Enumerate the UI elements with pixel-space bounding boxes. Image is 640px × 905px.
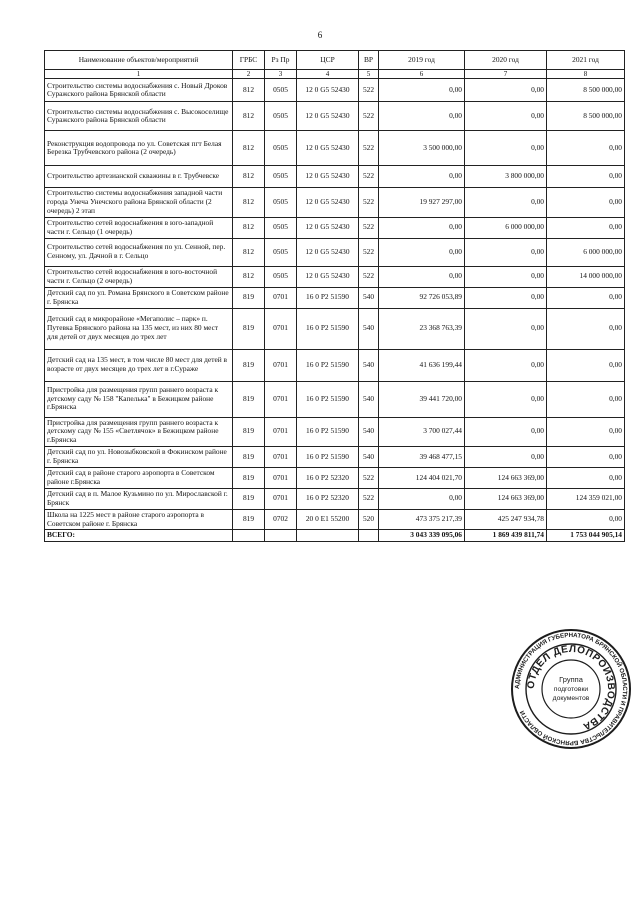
page-number: 6 bbox=[317, 30, 323, 40]
header-vr: ВР bbox=[359, 51, 379, 70]
row-2020: 425 247 934,78 bbox=[465, 509, 547, 530]
row-grbs: 812 bbox=[233, 131, 265, 166]
row-vr: 540 bbox=[359, 447, 379, 468]
row-grbs: 812 bbox=[233, 218, 265, 239]
row-rzpr: 0505 bbox=[265, 188, 297, 218]
row-name: Детский сад в микрорайоне «Мегаполис – парк» п. Путевка Брянского района на 135 мест, из них 80 мест для детей от двух месяцев до трех лет bbox=[45, 308, 233, 349]
row-name: Пристройка для размещения групп раннего возраста к детскому саду № 158 "Капелька" в Бежицком районе г.Брянска bbox=[45, 381, 233, 417]
table-row bbox=[45, 131, 625, 166]
row-2021: 0,00 bbox=[547, 287, 625, 308]
row-2020: 0,00 bbox=[465, 188, 547, 218]
row-grbs: 812 bbox=[233, 238, 265, 266]
row-2019: 41 636 199,44 bbox=[379, 349, 465, 381]
table-row bbox=[45, 102, 625, 131]
table-row bbox=[45, 509, 625, 530]
row-rzpr: 0505 bbox=[265, 218, 297, 239]
row-name: Детский сад по ул. Новозыбковской в Фокинском районе г. Брянска bbox=[45, 447, 233, 468]
row-2020: 3 800 000,00 bbox=[465, 166, 547, 188]
row-2021: 0,00 bbox=[547, 131, 625, 166]
row-2019: 0,00 bbox=[379, 488, 465, 509]
row-2019: 0,00 bbox=[379, 79, 465, 102]
department-stamp bbox=[510, 628, 632, 750]
table-row bbox=[45, 381, 625, 417]
row-csr: 12 0 G5 52430 bbox=[297, 266, 359, 287]
row-2019: 39 441 720,00 bbox=[379, 381, 465, 417]
total-empty-cell bbox=[359, 530, 379, 542]
row-2021: 124 359 021,00 bbox=[547, 488, 625, 509]
row-2021: 0,00 bbox=[547, 509, 625, 530]
stamp-inner-line3: документов bbox=[552, 695, 590, 702]
row-vr: 540 bbox=[359, 381, 379, 417]
row-csr: 16 0 P2 51590 bbox=[297, 287, 359, 308]
row-2021: 6 000 000,00 bbox=[547, 238, 625, 266]
row-2021: 8 500 000,00 bbox=[547, 102, 625, 131]
row-vr: 522 bbox=[359, 238, 379, 266]
row-2021: 0,00 bbox=[547, 166, 625, 188]
row-2020: 0,00 bbox=[465, 102, 547, 131]
row-name: Строительство сетей водоснабжения по ул. Сенной, пер. Сенному, ул. Дачной в г. Сельцо bbox=[45, 238, 233, 266]
row-2020: 0,00 bbox=[465, 308, 547, 349]
row-name: Строительство артезианской скважины в г. Трубчевске bbox=[45, 166, 233, 188]
row-vr: 522 bbox=[359, 218, 379, 239]
total-label: ВСЕГО: bbox=[45, 530, 233, 542]
row-vr: 540 bbox=[359, 417, 379, 447]
table-row bbox=[45, 417, 625, 447]
table-row bbox=[45, 447, 625, 468]
row-2019: 124 404 021,70 bbox=[379, 468, 465, 489]
table-row bbox=[45, 308, 625, 349]
row-grbs: 819 bbox=[233, 509, 265, 530]
row-csr: 16 0 P2 52320 bbox=[297, 488, 359, 509]
row-2019: 0,00 bbox=[379, 218, 465, 239]
header-grbs: ГРБС bbox=[233, 51, 265, 70]
row-csr: 16 0 P2 52320 bbox=[297, 468, 359, 489]
row-name: Строительство системы водоснабжения с. Высокоселище Суражского района Брянской области bbox=[45, 102, 233, 131]
row-vr: 522 bbox=[359, 79, 379, 102]
row-rzpr: 0505 bbox=[265, 131, 297, 166]
row-2021: 0,00 bbox=[547, 218, 625, 239]
row-2019: 3 700 027,44 bbox=[379, 417, 465, 447]
row-rzpr: 0702 bbox=[265, 509, 297, 530]
row-rzpr: 0701 bbox=[265, 488, 297, 509]
row-csr: 12 0 G5 52430 bbox=[297, 131, 359, 166]
row-2020: 6 000 000,00 bbox=[465, 218, 547, 239]
header-2020: 2020 год bbox=[465, 51, 547, 70]
table-row bbox=[45, 166, 625, 188]
row-rzpr: 0505 bbox=[265, 166, 297, 188]
row-name: Детский сад по ул. Романа Брянского в Советском районе г. Брянска bbox=[45, 287, 233, 308]
row-rzpr: 0701 bbox=[265, 287, 297, 308]
row-2020: 0,00 bbox=[465, 79, 547, 102]
budget-table bbox=[44, 50, 625, 542]
row-name: Школа на 1225 мест в районе старого аэропорта в Советском районе г. Брянска bbox=[45, 509, 233, 530]
row-name: Строительство системы водоснабжения западной части города Унеча Унечского района Брянской области (2 очередь) 2 этап bbox=[45, 188, 233, 218]
row-csr: 16 0 P2 51590 bbox=[297, 447, 359, 468]
row-name: Строительство системы водоснабжения с. Новый Дроков Суражского района Брянской области bbox=[45, 79, 233, 102]
row-csr: 16 0 P2 51590 bbox=[297, 349, 359, 381]
stamp-inner-line1: Группа bbox=[559, 675, 583, 684]
total-empty-cell bbox=[265, 530, 297, 542]
column-number-row bbox=[45, 70, 625, 79]
row-2019: 39 468 477,15 bbox=[379, 447, 465, 468]
row-2019: 0,00 bbox=[379, 166, 465, 188]
row-grbs: 819 bbox=[233, 468, 265, 489]
table-row bbox=[45, 266, 625, 287]
header-name: Наименование объектов/мероприятий bbox=[45, 51, 233, 70]
row-grbs: 819 bbox=[233, 287, 265, 308]
header-csr: ЦСР bbox=[297, 51, 359, 70]
row-vr: 522 bbox=[359, 131, 379, 166]
row-rzpr: 0505 bbox=[265, 238, 297, 266]
row-2019: 19 927 297,00 bbox=[379, 188, 465, 218]
row-rzpr: 0701 bbox=[265, 417, 297, 447]
row-2021: 0,00 bbox=[547, 188, 625, 218]
row-2019: 23 368 763,39 bbox=[379, 308, 465, 349]
row-rzpr: 0701 bbox=[265, 308, 297, 349]
row-grbs: 812 bbox=[233, 166, 265, 188]
row-2020: 0,00 bbox=[465, 349, 547, 381]
row-2021: 0,00 bbox=[547, 308, 625, 349]
column-number: 7 bbox=[465, 70, 547, 79]
row-2019: 0,00 bbox=[379, 266, 465, 287]
row-vr: 522 bbox=[359, 468, 379, 489]
row-vr: 522 bbox=[359, 102, 379, 131]
row-grbs: 812 bbox=[233, 266, 265, 287]
column-number: 5 bbox=[359, 70, 379, 79]
row-2020: 124 663 369,00 bbox=[465, 488, 547, 509]
row-vr: 522 bbox=[359, 488, 379, 509]
total-empty-cell bbox=[297, 530, 359, 542]
row-vr: 540 bbox=[359, 349, 379, 381]
row-2020: 0,00 bbox=[465, 447, 547, 468]
row-csr: 12 0 G5 52430 bbox=[297, 79, 359, 102]
row-rzpr: 0701 bbox=[265, 349, 297, 381]
row-csr: 12 0 G5 52430 bbox=[297, 188, 359, 218]
stamp-ring-text: ОТДЕЛ ДЕЛОПРОИЗВОДСТВА bbox=[525, 643, 617, 732]
row-csr: 16 0 P2 51590 bbox=[297, 381, 359, 417]
row-2019: 473 375 217,39 bbox=[379, 509, 465, 530]
table-row bbox=[45, 349, 625, 381]
row-csr: 12 0 G5 52430 bbox=[297, 238, 359, 266]
total-empty-cell bbox=[233, 530, 265, 542]
column-number: 2 bbox=[233, 70, 265, 79]
row-2021: 0,00 bbox=[547, 447, 625, 468]
row-name: Детский сад на 135 мест, в том числе 80 мест для детей в возрасте от двух месяцев до трех лет в г.Сураже bbox=[45, 349, 233, 381]
column-number: 6 bbox=[379, 70, 465, 79]
table-row bbox=[45, 238, 625, 266]
header-2021: 2021 год bbox=[547, 51, 625, 70]
row-name: Реконструкция водопровода по ул. Советская пгт Белая Березка Трубчевского района (2 очередь) bbox=[45, 131, 233, 166]
row-rzpr: 0701 bbox=[265, 468, 297, 489]
table-row bbox=[45, 188, 625, 218]
row-csr: 12 0 G5 52430 bbox=[297, 102, 359, 131]
table-row bbox=[45, 468, 625, 489]
row-grbs: 819 bbox=[233, 349, 265, 381]
row-grbs: 819 bbox=[233, 381, 265, 417]
row-grbs: 819 bbox=[233, 308, 265, 349]
row-name: Детский сад в п. Малое Кузьмино по ул. Мирославской г. Брянск bbox=[45, 488, 233, 509]
column-number: 4 bbox=[297, 70, 359, 79]
row-2021: 0,00 bbox=[547, 417, 625, 447]
row-rzpr: 0701 bbox=[265, 447, 297, 468]
row-2020: 0,00 bbox=[465, 238, 547, 266]
row-name: Строительство сетей водоснабжения в юго-западной части г. Сельцо (1 очередь) bbox=[45, 218, 233, 239]
table-row bbox=[45, 218, 625, 239]
table-row bbox=[45, 488, 625, 509]
row-name: Детский сад в районе старого аэропорта в Советском районе г.Брянска bbox=[45, 468, 233, 489]
row-vr: 522 bbox=[359, 188, 379, 218]
table-row bbox=[45, 287, 625, 308]
row-2021: 0,00 bbox=[547, 381, 625, 417]
row-2020: 0,00 bbox=[465, 266, 547, 287]
table-body bbox=[45, 79, 625, 530]
row-grbs: 819 bbox=[233, 447, 265, 468]
row-grbs: 812 bbox=[233, 188, 265, 218]
row-name: Пристройка для размещения групп раннего возраста к детскому саду № 155 «Светлячок» в Бежицком районе г.Брянска bbox=[45, 417, 233, 447]
row-csr: 16 0 P2 51590 bbox=[297, 308, 359, 349]
row-grbs: 812 bbox=[233, 102, 265, 131]
row-vr: 520 bbox=[359, 509, 379, 530]
total-row bbox=[45, 530, 625, 542]
header-2019: 2019 год bbox=[379, 51, 465, 70]
row-rzpr: 0701 bbox=[265, 381, 297, 417]
row-2020: 0,00 bbox=[465, 417, 547, 447]
column-number: 1 bbox=[45, 70, 233, 79]
table-row bbox=[45, 79, 625, 102]
row-grbs: 819 bbox=[233, 488, 265, 509]
stamp-outer-text: АДМИНИСТРАЦИЯ ГУБЕРНАТОРА БРЯНСКОЙ ОБЛАСТИ И ПРАВИТЕЛЬСТВА БРЯНСКОЙ ОБЛАСТИ bbox=[513, 631, 629, 747]
row-2019: 92 726 053,89 bbox=[379, 287, 465, 308]
row-2021: 8 500 000,00 bbox=[547, 79, 625, 102]
row-2020: 124 663 369,00 bbox=[465, 468, 547, 489]
row-csr: 12 0 G5 52430 bbox=[297, 166, 359, 188]
row-2019: 0,00 bbox=[379, 102, 465, 131]
row-rzpr: 0505 bbox=[265, 102, 297, 131]
total-2021: 1 753 044 905,14 bbox=[547, 530, 625, 542]
total-2019: 3 043 339 095,06 bbox=[379, 530, 465, 542]
header-row bbox=[45, 51, 625, 70]
row-2021: 14 000 000,00 bbox=[547, 266, 625, 287]
row-vr: 540 bbox=[359, 287, 379, 308]
row-2020: 0,00 bbox=[465, 287, 547, 308]
header-rzpr: Рз Пр bbox=[265, 51, 297, 70]
row-csr: 12 0 G5 52430 bbox=[297, 218, 359, 239]
row-2020: 0,00 bbox=[465, 131, 547, 166]
row-2021: 0,00 bbox=[547, 349, 625, 381]
row-2019: 3 500 000,00 bbox=[379, 131, 465, 166]
total-2020: 1 869 439 811,74 bbox=[465, 530, 547, 542]
row-csr: 20 0 E1 55200 bbox=[297, 509, 359, 530]
row-vr: 522 bbox=[359, 166, 379, 188]
row-2020: 0,00 bbox=[465, 381, 547, 417]
row-csr: 16 0 P2 51590 bbox=[297, 417, 359, 447]
row-vr: 522 bbox=[359, 266, 379, 287]
row-grbs: 819 bbox=[233, 417, 265, 447]
column-number: 8 bbox=[547, 70, 625, 79]
column-number: 3 bbox=[265, 70, 297, 79]
row-vr: 540 bbox=[359, 308, 379, 349]
stamp-inner-line2: подготовки bbox=[553, 686, 589, 693]
row-rzpr: 0505 bbox=[265, 266, 297, 287]
row-grbs: 812 bbox=[233, 79, 265, 102]
row-name: Строительство сетей водоснабжения в юго-восточной части г. Сельцо (2 очередь) bbox=[45, 266, 233, 287]
row-2021: 0,00 bbox=[547, 468, 625, 489]
row-2019: 0,00 bbox=[379, 238, 465, 266]
row-rzpr: 0505 bbox=[265, 79, 297, 102]
